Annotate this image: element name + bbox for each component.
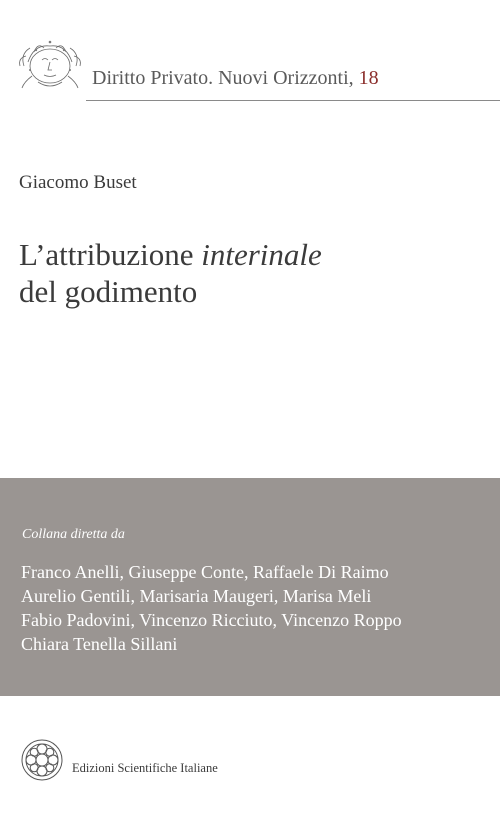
series-rule bbox=[86, 100, 500, 101]
editors-line: Chiara Tenella Sillani bbox=[21, 634, 178, 654]
editors-list bbox=[21, 560, 402, 656]
book-title-line2: del godimento bbox=[19, 274, 198, 309]
series-title: Diritto Privato. Nuovi Orizzonti, 18 bbox=[92, 67, 379, 89]
editors-line: Fabio Padovini, Vincenzo Ricciuto, Vincenzo Roppo bbox=[21, 610, 402, 630]
publisher-logo-icon bbox=[20, 738, 64, 782]
series-number: 18 bbox=[358, 67, 379, 89]
collana-label: Collana diretta da bbox=[22, 527, 125, 542]
editors-line: Franco Anelli, Giuseppe Conte, Raffaele Di Raimo bbox=[21, 562, 389, 582]
editors-line: Aurelio Gentili, Marisaria Maugeri, Marisa Meli bbox=[21, 586, 372, 606]
author-name: Giacomo Buset bbox=[19, 172, 137, 193]
book-title bbox=[19, 236, 322, 310]
book-title-part: L’attribuzione bbox=[19, 237, 202, 272]
series-logo-icon bbox=[14, 36, 86, 94]
publisher-name: Edizioni Scientifiche Italiane bbox=[72, 761, 218, 775]
book-title-italic: interinale bbox=[201, 237, 322, 272]
